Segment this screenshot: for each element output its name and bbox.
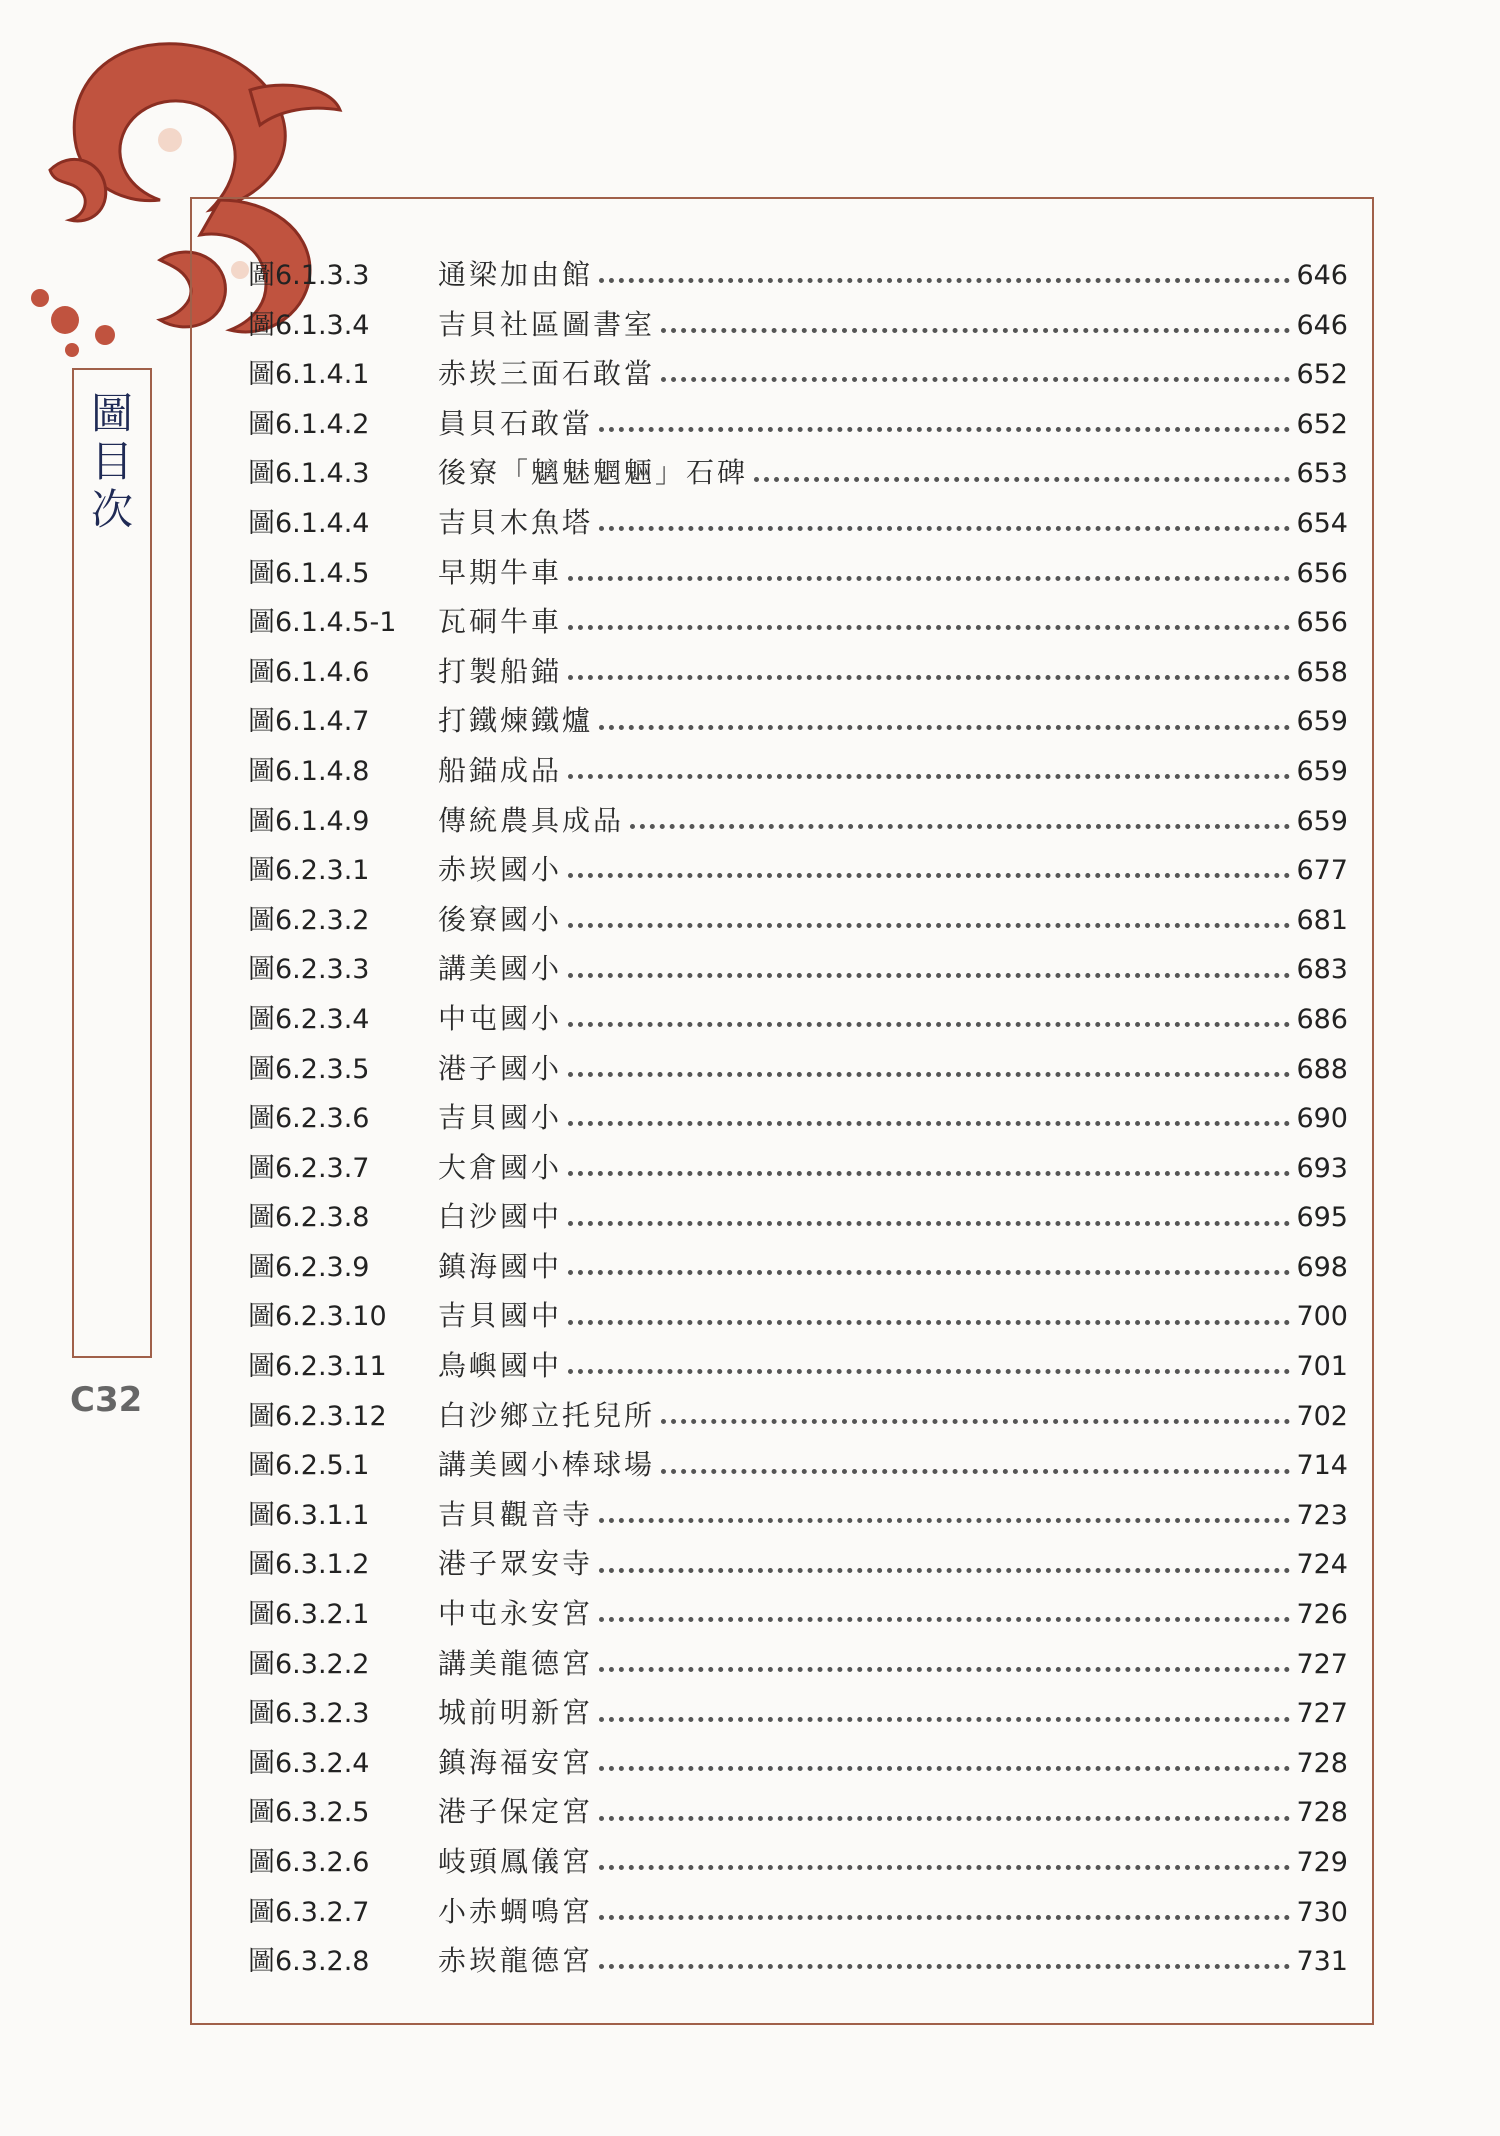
toc-entry[interactable] bbox=[248, 1490, 1348, 1540]
figure-title: 鎮海國中 bbox=[438, 1249, 563, 1283]
figure-title: 早期牛車 bbox=[438, 555, 563, 589]
figure-title: 吉貝社區圖書室 bbox=[438, 307, 656, 341]
leader-dots bbox=[599, 1764, 1290, 1771]
page-ref: 677 bbox=[1296, 855, 1348, 887]
figure-number: 圖6.2.3.12 bbox=[248, 1400, 387, 1432]
leader-dots bbox=[568, 1318, 1290, 1325]
page-ref: 656 bbox=[1296, 557, 1348, 589]
figure-title: 船錨成品 bbox=[438, 753, 563, 787]
toc-entry[interactable] bbox=[248, 250, 1348, 300]
figure-title: 瓦硐牛車 bbox=[438, 605, 563, 639]
figure-number: 圖6.1.4.5 bbox=[248, 557, 370, 589]
figure-title: 港子國小 bbox=[438, 1051, 563, 1085]
leader-dots bbox=[568, 623, 1290, 630]
page-ref: 727 bbox=[1296, 1648, 1348, 1680]
figure-index-list bbox=[248, 250, 1348, 1986]
figure-title: 通梁加由館 bbox=[438, 258, 594, 291]
figure-title: 港子眾安寺 bbox=[438, 1547, 594, 1581]
figure-title: 白沙國中 bbox=[438, 1200, 563, 1234]
figure-title: 鳥嶼國中 bbox=[438, 1349, 563, 1383]
page-ref: 659 bbox=[1296, 805, 1348, 837]
figure-title: 小赤蜩鳴宮 bbox=[438, 1894, 594, 1928]
figure-title: 後寮國小 bbox=[438, 902, 563, 936]
leader-dots bbox=[568, 971, 1290, 978]
figure-number: 圖6.3.1.1 bbox=[248, 1499, 370, 1531]
toc-entry[interactable] bbox=[248, 448, 1348, 498]
figure-number: 圖6.2.5.1 bbox=[248, 1450, 370, 1482]
figure-title: 白沙鄉立托兒所 bbox=[438, 1398, 656, 1432]
section-title bbox=[88, 390, 136, 534]
toc-entry[interactable] bbox=[248, 1738, 1348, 1788]
leader-dots bbox=[599, 1962, 1290, 1969]
page-ref: 726 bbox=[1296, 1599, 1348, 1631]
figure-number: 圖6.2.3.7 bbox=[248, 1152, 370, 1184]
page-ref: 723 bbox=[1296, 1499, 1348, 1531]
toc-entry[interactable] bbox=[248, 1044, 1348, 1094]
page-ref: 659 bbox=[1296, 755, 1348, 787]
page-ref: 658 bbox=[1296, 656, 1348, 688]
figure-title: 中屯永安宮 bbox=[438, 1597, 594, 1631]
figure-number: 圖6.1.3.3 bbox=[248, 260, 370, 291]
toc-entry[interactable] bbox=[248, 1192, 1348, 1242]
toc-entry[interactable] bbox=[248, 1539, 1348, 1589]
figure-number: 圖6.1.4.2 bbox=[248, 408, 370, 440]
leader-dots bbox=[599, 1516, 1290, 1523]
leader-dots bbox=[568, 1268, 1290, 1275]
page-ref: 652 bbox=[1296, 359, 1348, 391]
toc-entry[interactable] bbox=[248, 300, 1348, 350]
toc-entry[interactable] bbox=[248, 1242, 1348, 1292]
toc-entry[interactable] bbox=[248, 1391, 1348, 1441]
figure-title: 大倉國小 bbox=[438, 1150, 563, 1184]
figure-title: 吉貝國中 bbox=[438, 1299, 563, 1333]
page-ref: 690 bbox=[1296, 1103, 1348, 1135]
figure-title: 赤崁國小 bbox=[438, 853, 563, 887]
leader-dots bbox=[661, 1467, 1290, 1474]
toc-entry[interactable] bbox=[248, 1291, 1348, 1341]
figure-title: 中屯國小 bbox=[438, 1001, 563, 1035]
figure-number: 圖6.3.2.6 bbox=[248, 1847, 370, 1878]
leader-dots bbox=[568, 1219, 1290, 1226]
figure-number: 圖6.1.4.9 bbox=[248, 805, 370, 837]
page-ref: 646 bbox=[1296, 309, 1348, 341]
figure-number: 圖6.2.3.9 bbox=[248, 1251, 370, 1283]
leader-dots bbox=[599, 1913, 1290, 1920]
toc-entry[interactable] bbox=[248, 994, 1348, 1044]
toc-entry[interactable] bbox=[248, 1440, 1348, 1490]
page-ref: 681 bbox=[1296, 904, 1348, 936]
page-ref: 652 bbox=[1296, 408, 1348, 440]
page-ref: 653 bbox=[1296, 458, 1348, 490]
leader-dots bbox=[661, 1417, 1290, 1424]
figure-title: 鎮海福安宮 bbox=[438, 1745, 594, 1779]
toc-entry[interactable] bbox=[248, 399, 1348, 449]
page-ref: 654 bbox=[1296, 507, 1348, 539]
figure-title: 城前明新宮 bbox=[438, 1696, 594, 1730]
page-ref: 729 bbox=[1296, 1847, 1348, 1878]
figure-number: 圖6.3.2.8 bbox=[248, 1946, 370, 1978]
page-ref: 701 bbox=[1296, 1351, 1348, 1383]
leader-dots bbox=[568, 772, 1290, 779]
leader-dots bbox=[568, 1070, 1290, 1077]
page-ref: 728 bbox=[1296, 1747, 1348, 1779]
leader-dots bbox=[661, 375, 1290, 382]
toc-entry[interactable] bbox=[248, 1093, 1348, 1143]
toc-entry[interactable] bbox=[248, 1589, 1348, 1639]
page-ref: 702 bbox=[1296, 1400, 1348, 1432]
page-ref: 724 bbox=[1296, 1549, 1348, 1581]
leader-dots bbox=[661, 326, 1290, 333]
figure-title: 講美國小棒球場 bbox=[438, 1448, 656, 1482]
leader-dots bbox=[568, 1367, 1290, 1374]
figure-number: 圖6.2.3.4 bbox=[248, 1003, 370, 1035]
leader-dots bbox=[568, 1020, 1290, 1027]
page-ref: 730 bbox=[1296, 1896, 1348, 1928]
toc-entry[interactable] bbox=[248, 1143, 1348, 1193]
figure-number: 圖6.1.4.3 bbox=[248, 458, 370, 490]
figure-title: 打製船錨 bbox=[438, 654, 563, 688]
figure-number: 圖6.1.4.4 bbox=[248, 507, 370, 539]
toc-entry[interactable] bbox=[248, 647, 1348, 697]
leader-dots bbox=[599, 1665, 1290, 1672]
page-ref: 728 bbox=[1296, 1797, 1348, 1829]
figure-number: 圖6.2.3.5 bbox=[248, 1053, 370, 1085]
toc-entry[interactable] bbox=[248, 349, 1348, 399]
figure-title: 員貝石敢當 bbox=[438, 406, 594, 440]
toc-entry[interactable] bbox=[248, 895, 1348, 945]
figure-number: 圖6.3.1.2 bbox=[248, 1549, 370, 1581]
leader-dots bbox=[599, 524, 1290, 531]
figure-title: 後寮「魑魅魍魎」石碑 bbox=[438, 456, 749, 490]
section-title-char: 圖 bbox=[90, 389, 133, 438]
toc-entry[interactable] bbox=[248, 1341, 1348, 1391]
leader-dots bbox=[630, 822, 1290, 829]
page-ref: 656 bbox=[1296, 607, 1348, 639]
figure-number: 圖6.2.3.3 bbox=[248, 954, 370, 986]
figure-number: 圖6.1.4.1 bbox=[248, 359, 370, 391]
leader-dots bbox=[599, 276, 1290, 283]
figure-title: 吉貝國小 bbox=[438, 1101, 563, 1135]
toc-entry[interactable] bbox=[248, 845, 1348, 895]
leader-dots bbox=[599, 723, 1290, 730]
page-ref: 731 bbox=[1296, 1946, 1348, 1978]
figure-number: 圖6.2.3.2 bbox=[248, 904, 370, 936]
toc-entry[interactable] bbox=[248, 1787, 1348, 1837]
figure-number: 圖6.3.2.1 bbox=[248, 1599, 370, 1631]
toc-entry[interactable] bbox=[248, 1639, 1348, 1689]
page-ref: 693 bbox=[1296, 1152, 1348, 1184]
page-number: C32 bbox=[70, 1380, 143, 1420]
page-ref: 686 bbox=[1296, 1003, 1348, 1035]
toc-entry[interactable] bbox=[248, 1837, 1348, 1887]
figure-number: 圖6.2.3.8 bbox=[248, 1202, 370, 1234]
leader-dots bbox=[568, 1119, 1290, 1126]
page-ref: 727 bbox=[1296, 1698, 1348, 1730]
toc-entry[interactable] bbox=[248, 696, 1348, 746]
figure-number: 圖6.1.3.4 bbox=[248, 309, 370, 341]
leader-dots bbox=[599, 425, 1290, 432]
leader-dots bbox=[599, 1863, 1290, 1870]
toc-entry[interactable] bbox=[248, 796, 1348, 846]
figure-number: 圖6.2.3.10 bbox=[248, 1301, 387, 1333]
page-ref: 714 bbox=[1296, 1450, 1348, 1482]
figure-number: 圖6.1.4.5-1 bbox=[248, 607, 397, 639]
leader-dots bbox=[568, 673, 1290, 680]
page-ref: 688 bbox=[1296, 1053, 1348, 1085]
toc-entry[interactable] bbox=[248, 746, 1348, 796]
leader-dots bbox=[568, 871, 1290, 878]
page-ref: 646 bbox=[1296, 260, 1348, 291]
leader-dots bbox=[599, 1715, 1290, 1722]
figure-number: 圖6.3.2.5 bbox=[248, 1797, 370, 1829]
figure-number: 圖6.3.2.4 bbox=[248, 1747, 370, 1779]
toc-entry[interactable] bbox=[248, 1936, 1348, 1986]
figure-title: 講美龍德宮 bbox=[438, 1646, 594, 1680]
leader-dots bbox=[599, 1615, 1290, 1622]
figure-number: 圖6.3.2.2 bbox=[248, 1648, 370, 1680]
page-ref: 659 bbox=[1296, 706, 1348, 738]
figure-number: 圖6.1.4.8 bbox=[248, 755, 370, 787]
figure-number: 圖6.1.4.6 bbox=[248, 656, 370, 688]
toc-entry[interactable] bbox=[248, 1688, 1348, 1738]
page-ref: 683 bbox=[1296, 954, 1348, 986]
toc-entry[interactable] bbox=[248, 498, 1348, 548]
figure-title: 吉貝觀音寺 bbox=[438, 1497, 594, 1531]
figure-number: 圖6.3.2.3 bbox=[248, 1698, 370, 1730]
page-ref: 700 bbox=[1296, 1301, 1348, 1333]
toc-entry[interactable] bbox=[248, 944, 1348, 994]
figure-title: 打鐵煉鐵爐 bbox=[438, 704, 594, 738]
figure-title: 赤崁龍德宮 bbox=[438, 1944, 594, 1978]
page-ref: 695 bbox=[1296, 1202, 1348, 1234]
figure-number: 圖6.2.3.1 bbox=[248, 855, 370, 887]
section-title-char: 目 bbox=[90, 437, 133, 486]
figure-title: 吉貝木魚塔 bbox=[438, 505, 594, 539]
toc-entry[interactable] bbox=[248, 1887, 1348, 1937]
toc-entry[interactable] bbox=[248, 597, 1348, 647]
figure-title: 講美國小 bbox=[438, 952, 563, 986]
section-title-char: 次 bbox=[90, 485, 133, 534]
leader-dots bbox=[568, 574, 1290, 581]
leader-dots bbox=[754, 475, 1290, 482]
figure-title: 赤崁三面石敢當 bbox=[438, 357, 656, 391]
page-ref: 698 bbox=[1296, 1251, 1348, 1283]
figure-number: 圖6.2.3.11 bbox=[248, 1351, 387, 1383]
leader-dots bbox=[568, 921, 1290, 928]
figure-number: 圖6.2.3.6 bbox=[248, 1103, 370, 1135]
figure-number: 圖6.3.2.7 bbox=[248, 1896, 370, 1928]
leader-dots bbox=[599, 1566, 1290, 1573]
figure-title: 港子保定宮 bbox=[438, 1795, 594, 1829]
figure-title: 傳統農具成品 bbox=[438, 803, 625, 837]
leader-dots bbox=[599, 1814, 1290, 1821]
figure-title: 岐頭鳳儀宮 bbox=[438, 1845, 594, 1878]
toc-entry[interactable] bbox=[248, 548, 1348, 598]
figure-number: 圖6.1.4.7 bbox=[248, 706, 370, 738]
leader-dots bbox=[568, 1169, 1290, 1176]
